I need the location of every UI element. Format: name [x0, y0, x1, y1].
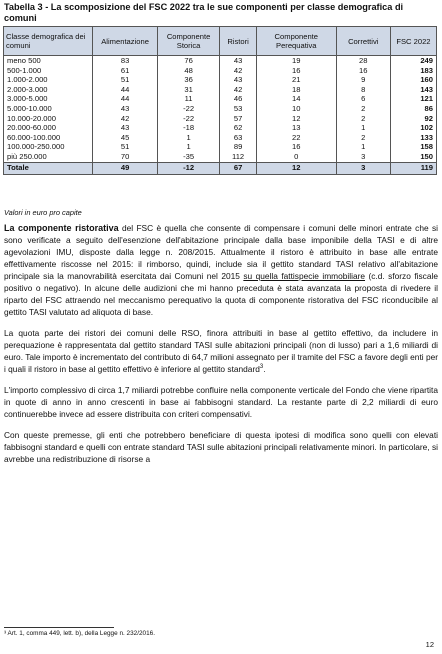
paragraph-1-underlined: su quella fattispecie immobiliare [243, 271, 366, 281]
table-header-row [4, 27, 437, 56]
table-cell: 2 [336, 104, 390, 114]
table-cell: 89 [220, 142, 257, 152]
table-cell: -12 [157, 162, 219, 174]
table-cell: 62 [220, 123, 257, 133]
paragraph-1 [4, 222, 438, 318]
table-row [4, 142, 437, 152]
table-cell: 2 [336, 133, 390, 143]
page-number: 12 [425, 640, 434, 649]
footnote: ³ Art. 1, comma 449, lett. b), della Legge n. 232/2016. [4, 630, 155, 637]
table-cell: -35 [157, 152, 219, 162]
table-row [4, 56, 437, 66]
table-cell: 43 [220, 75, 257, 85]
table-cell: 51 [93, 75, 158, 85]
table-cell: 119 [390, 162, 436, 174]
cell-classe: 10.000-20.000 [4, 114, 93, 124]
table-cell: 51 [93, 142, 158, 152]
table-cell: 12 [256, 162, 336, 174]
table-cell: 43 [93, 123, 158, 133]
body-text [4, 222, 438, 474]
table-caption: Tabella 3 - La scomposizione del FSC 2022 tra le sue componenti per classe demografica di comuni [4, 2, 404, 23]
table-cell: 63 [220, 133, 257, 143]
cell-classe: 2.000-3.000 [4, 85, 93, 95]
table-cell: 1 [336, 142, 390, 152]
table-cell: -22 [157, 104, 219, 114]
table-cell: 44 [93, 94, 158, 104]
table-cell: 0 [256, 152, 336, 162]
table-cell: 57 [220, 114, 257, 124]
table-cell: 2 [336, 114, 390, 124]
header-classe: Classe demografica dei comuni [4, 27, 93, 56]
table-cell: 249 [390, 56, 436, 66]
table-row [4, 123, 437, 133]
table-cell: 183 [390, 66, 436, 76]
table-cell: 36 [157, 75, 219, 85]
header-ristori: Ristori [220, 27, 257, 56]
table-cell: 22 [256, 133, 336, 143]
table-row [4, 104, 437, 114]
table-cell: 43 [93, 104, 158, 114]
table-cell: 16 [336, 66, 390, 76]
cell-classe: 1.000-2.000 [4, 75, 93, 85]
table-cell: 49 [93, 162, 158, 174]
table-cell: 14 [256, 94, 336, 104]
table-cell: 44 [93, 85, 158, 95]
paragraph-1-text-b: (c.d. sforzo fiscale positivo o negativo). In alcune delle audizioni che mi hanno preceduta è stata avanzata la proposta di rivedere il riparto del FSC attraendo nel meccanismo perequativo la quota di componente ristorativa del FSC riconducibile al gettito TASI valutato ad aliquota di base. [4, 271, 438, 317]
table-cell: 21 [256, 75, 336, 85]
table-row [4, 114, 437, 124]
cell-classe: Totale [4, 162, 93, 174]
table-cell: 67 [220, 162, 257, 174]
table-cell: 61 [93, 66, 158, 76]
table-cell: 3 [336, 152, 390, 162]
table-total-row [4, 162, 437, 174]
header-alimentazione: Alimentazione [93, 27, 158, 56]
table-cell: 83 [93, 56, 158, 66]
paragraph-2-text: La quota parte dei ristori dei comuni delle RSO, finora attribuiti in base al gettito effettivo, da includere in perequazione è rappresentata dal gettito standard TASI sulle abitazioni principali (non di lusso) pari a 1,6 miliardi di euro. Tale importo è incrementato del contributo di 64,7 milioni assegnato per il tramite del FSC a favore degli enti per i quali il ristoro in base al gettito effettivo è inferiore al gettito standard [4, 328, 438, 374]
table-cell: 42 [220, 85, 257, 95]
table-cell: 48 [157, 66, 219, 76]
footnote-ref[interactable]: 3 [259, 364, 264, 371]
table-cell: 121 [390, 94, 436, 104]
table-cell: 112 [220, 152, 257, 162]
header-componente-storica: Componente Storica [157, 27, 219, 56]
table-cell: 150 [390, 152, 436, 162]
paragraph-4: Con queste premesse, gli enti che potrebbero beneficiare di questa ipotesi di modifica sono quelli con elevati fabbisogni standard e quelli con entrate standard TASI sulle abitazioni principali relativamente minori. In particolare, si avrebbe una redistribuzione di risorse a [4, 430, 438, 464]
table-cell: 42 [220, 66, 257, 76]
table-row [4, 94, 437, 104]
table-cell: 10 [256, 104, 336, 114]
table-cell: -22 [157, 114, 219, 124]
table-row [4, 75, 437, 85]
table-cell: 160 [390, 75, 436, 85]
table-row [4, 66, 437, 76]
paragraph-2 [4, 327, 438, 375]
table-cell: 92 [390, 114, 436, 124]
table-cell: 31 [157, 85, 219, 95]
table-cell: 11 [157, 94, 219, 104]
table-cell: 158 [390, 142, 436, 152]
paragraph-2-end: . [263, 364, 266, 374]
table-cell: 86 [390, 104, 436, 114]
table-cell: 1 [157, 142, 219, 152]
table-cell: -18 [157, 123, 219, 133]
table-cell: 8 [336, 85, 390, 95]
header-correttivi: Correttivi [336, 27, 390, 56]
table-cell: 16 [256, 66, 336, 76]
table-row [4, 133, 437, 143]
paragraph-1-text-a: del FSC è quella che consente di compensare i comuni delle minori entrate che si sono verificate a seguito dell'esenzione dell'abitazione principale dalla base imponibile della TASI e di altre agevolazioni IMU, disposte dalla legge n. 208/2015. Attualmente il ristoro è attribuito in base alle entrate effettivamente riscosse nel 2015: il rimborso, quindi, include sia il gettito standard TASI relativo all'abitazione principale sia la manovrabilità esercitata dai Comuni nel 2015 [4, 223, 438, 281]
footnote-divider [4, 627, 114, 628]
table-cell: 12 [256, 114, 336, 124]
table-cell: 102 [390, 123, 436, 133]
cell-classe: meno 500 [4, 56, 93, 66]
paragraph-3: L'importo complessivo di circa 1,7 miliardi potrebbe confluire nella componente verticale del Fondo che viene ripartita in quote di anno in anno crescenti in base ai fabbisogni standard. La restante parte di 2,2 miliardi di euro continuerebbe invece ad essere distribuita con criteri compensativi. [4, 385, 438, 419]
cell-classe: 3.000-5.000 [4, 94, 93, 104]
table-note: Valori in euro pro capite [4, 208, 82, 217]
table-cell: 13 [256, 123, 336, 133]
header-componente-perequativa: Componente Perequativa [256, 27, 336, 56]
table-cell: 70 [93, 152, 158, 162]
cell-classe: 60.000-100.000 [4, 133, 93, 143]
table-cell: 28 [336, 56, 390, 66]
paragraph-1-lead: La componente ristorativa [4, 223, 119, 233]
table-cell: 133 [390, 133, 436, 143]
cell-classe: 500-1.000 [4, 66, 93, 76]
table-row [4, 152, 437, 162]
table-cell: 143 [390, 85, 436, 95]
cell-classe: 5.000-10.000 [4, 104, 93, 114]
table-cell: 45 [93, 133, 158, 143]
table-cell: 53 [220, 104, 257, 114]
fsc-table [3, 26, 437, 175]
table-cell: 1 [157, 133, 219, 143]
table-cell: 1 [336, 123, 390, 133]
table-cell: 19 [256, 56, 336, 66]
cell-classe: più 250.000 [4, 152, 93, 162]
cell-classe: 20.000-60.000 [4, 123, 93, 133]
table-cell: 18 [256, 85, 336, 95]
header-fsc-2022: FSC 2022 [390, 27, 436, 56]
table-cell: 6 [336, 94, 390, 104]
table-cell: 46 [220, 94, 257, 104]
table-cell: 42 [93, 114, 158, 124]
table-row [4, 85, 437, 95]
cell-classe: 100.000-250.000 [4, 142, 93, 152]
table-cell: 76 [157, 56, 219, 66]
table-cell: 43 [220, 56, 257, 66]
table-cell: 9 [336, 75, 390, 85]
table-cell: 16 [256, 142, 336, 152]
table-cell: 3 [336, 162, 390, 174]
